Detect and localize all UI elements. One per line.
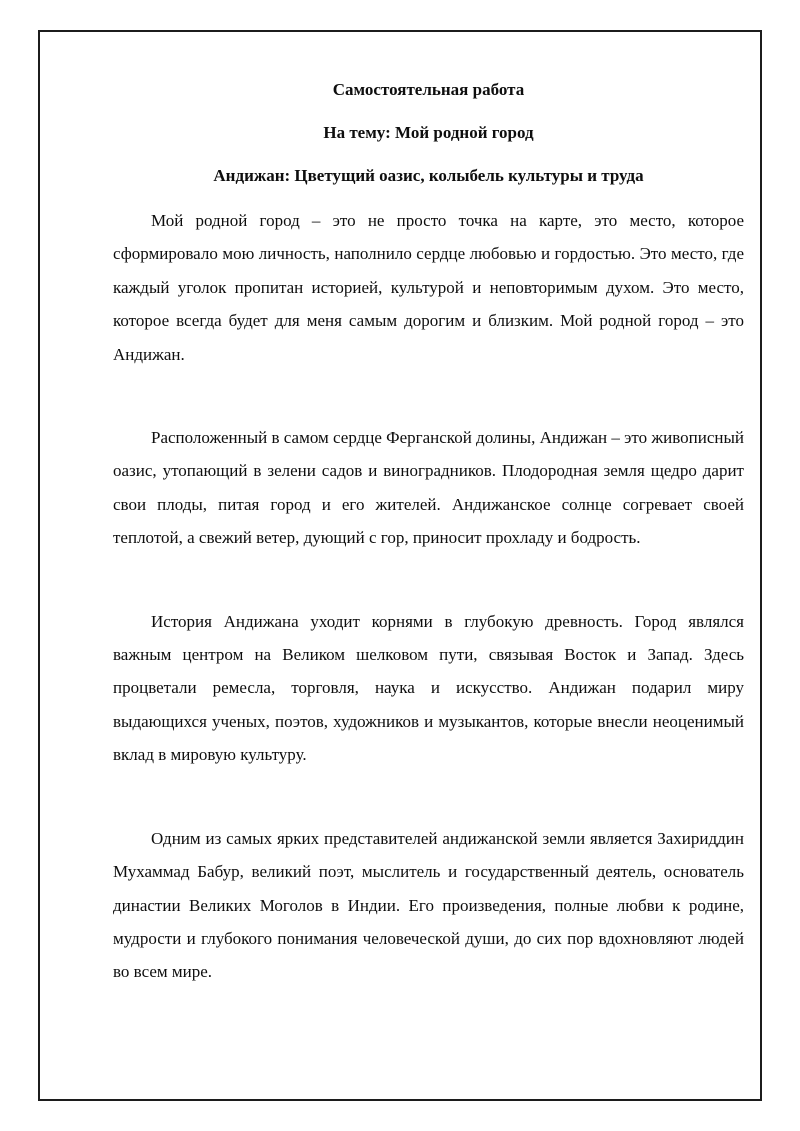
doc-subtitle-topic: На тему: Мой родной город <box>323 123 534 142</box>
doc-essay-title: Андижан: Цветущий оазис, колыбель культуры и труда <box>213 166 644 185</box>
document-header <box>113 68 744 197</box>
document-content <box>113 68 744 1039</box>
paragraph-babur: Одним из самых ярких представителей андижанской земли является Захириддин Мухаммад Бабур, великий поэт, мыслитель и государственный деятель, основатель династии Великих Моголов в Индии. Его произведения, полные любви к родине, мудрости и глубокого понимания человеческой души, до сих пор вдохновляют людей во всем мире. <box>113 828 744 982</box>
paragraph-geography: Расположенный в самом сердце Ферганской долины, Андижан – это живописный оазис, утопающий в зелени садов и виноградников. Плодородная земля щедро дарит свои плоды, питая город и его жителей. Андижанское солнце согревает своей теплотой, а свежий ветер, дующий с гор, приносит прохладу и бодрость. <box>113 428 744 548</box>
paragraph-history: История Андижана уходит корнями в глубокую древность. Город являлся важным центром на Великом шелковом пути, связывая Восток и Запад. Здесь процветали ремесла, торговля, наука и искусство. Андижан подарил миру выдающихся ученых, поэтов, художников и музыкантов, которые внесли неоценимый вклад в мировую культуру. <box>113 611 744 765</box>
paragraph-intro: Мой родной город – это не просто точка на карте, это место, которое сформировало мою личность, наполнило сердце любовью и гордостью. Это место, где каждый уголок пропитан историей, культурой и неповторимым духом. Это место, которое всегда будет для меня самым дорогим и близким. Мой родной город – это Андижан. <box>113 211 744 364</box>
doc-title: Самостоятельная работа <box>332 80 525 99</box>
